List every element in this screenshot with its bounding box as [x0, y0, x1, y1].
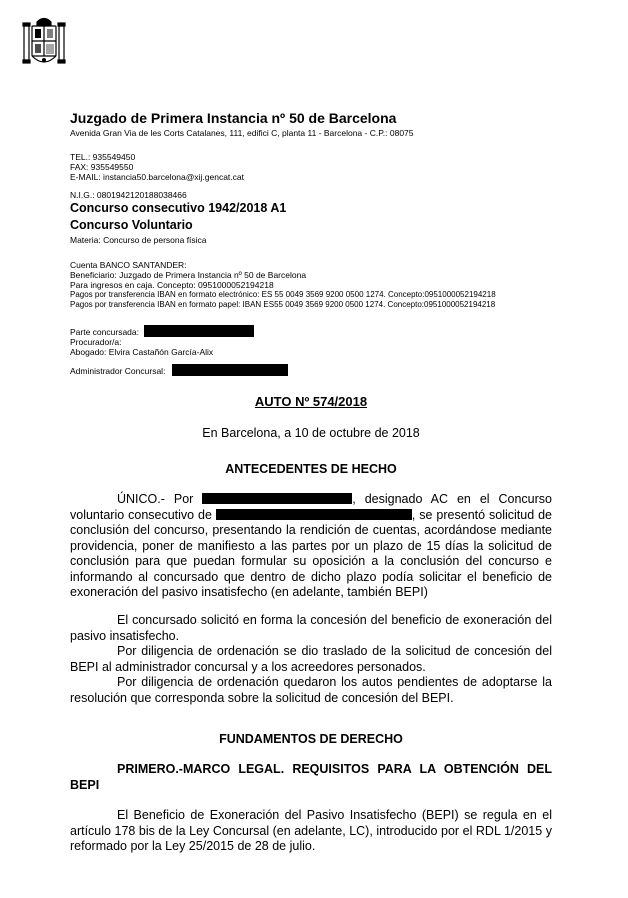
unico-lead: ÚNICO.- Por [117, 492, 194, 506]
bank-line-3: Para ingresos en caja. Concepto: 0951000052194218 [70, 280, 274, 290]
abogado-line: Abogado: Elvira Castañón García-Alix [70, 347, 214, 357]
antecedentes-paragraph-2 [70, 613, 552, 644]
court-email: E-MAIL: instancia50.barcelona@xij.gencat.cat [70, 172, 244, 182]
case-subject: Materia: Concurso de persona física [70, 235, 207, 245]
case-number: Concurso consecutivo 1942/2018 A1 [70, 201, 287, 215]
bank-line-5: Pagos por transferencia IBAN en formato papel: IBAN ES55 0049 3569 9200 0500 1274. Concepto:0951000052194218 [70, 300, 496, 309]
fundamentos-paragraph-1 [70, 808, 552, 855]
court-fax: FAX: 935549550 [70, 162, 134, 172]
redacted-concursada [144, 325, 254, 337]
antecedentes-heading: ANTECEDENTES DE HECHO [225, 462, 397, 476]
bank-line-1: Cuenta BANCO SANTANDER: [70, 260, 187, 270]
redacted-name-1 [202, 493, 352, 504]
concursada-label: Parte concursada: [70, 327, 139, 337]
auto-title: AUTO Nº 574/2018 [254, 394, 368, 409]
antecedentes-p4-text: Por diligencia de ordenación quedaron los autos pendientes de adoptarse la resolución que corresponda sobre la solicitud de concesión del BEPI. [70, 675, 552, 705]
antecedentes-p3-text: Por diligencia de ordenación se dio traslado de la solicitud de concesión del BEPI al administrador concursal y a los acreedores personados. [70, 644, 552, 674]
administrador-label: Administrador Concursal: [70, 366, 166, 376]
unico-text-a: , designado AC en el Concurso voluntario consecutivo de [70, 492, 552, 522]
fundamentos-heading: FUNDAMENTOS DE DERECHO [219, 732, 403, 746]
fundamentos-subheading [70, 762, 552, 793]
court-address: Avenida Gran Via de les Corts Catalanes, 111, edifici C, planta 11 - Barcelona - C.P.: 08075 [70, 128, 414, 138]
court-tel: TEL.: 935549450 [70, 152, 136, 162]
fundamentos-subheading-text: PRIMERO.-MARCO LEGAL. REQUISITOS PARA LA OBTENCIÓN DEL BEPI [70, 762, 552, 792]
bank-line-4: Pagos por transferencia IBAN en formato electrónico: ES 55 0049 3569 9200 0500 1274. Concepto:0951000052194218 [70, 290, 496, 299]
antecedentes-paragraph-4 [70, 675, 552, 706]
court-name: Juzgado de Primera Instancia nº 50 de Barcelona [70, 110, 397, 126]
auto-date: En Barcelona, a 10 de octubre de 2018 [202, 426, 420, 440]
coat-of-arms-emblem [20, 14, 68, 74]
unico-text-b: , se presentó solicitud de conclusión del concurso, presentando la rendición de cuentas, acordándose mediante providencia, poner de manifiesto a las partes por un plazo de 15 días la solicitud de conclusión para que puedan formular su oposición a la conclusión del concurso e informando al concursado que dentro de dicho plazo podía solicitar el beneficio de exoneración del pasivo insatisfecho (en adelante, también BEPI) [70, 507, 552, 599]
antecedentes-paragraph-3 [70, 644, 552, 675]
redacted-name-2 [216, 509, 412, 520]
antecedentes-p2-text: El concursado solicitó en forma la concesión del beneficio de exoneración del pasivo insatisfecho. [70, 613, 552, 643]
procurador-label: Procurador/a: [70, 337, 122, 347]
fundamentos-p1-text: El Beneficio de Exoneración del Pasivo Insatisfecho (BEPI) se regula en el artículo 178 bis de la Ley Concursal (en adelante, LC), introducido por el RDL 1/2015 y reformado por la Ley 25/2015 de 28 de julio. [70, 808, 552, 853]
case-nig: N.I.G.: 0801942120188038466 [70, 190, 187, 200]
redacted-administrador [172, 364, 288, 376]
antecedentes-unico-paragraph [70, 492, 552, 601]
case-type: Concurso Voluntario [70, 218, 193, 232]
bank-line-2: Beneficiario: Juzgado de Primera Instancia nº 50 de Barcelona [70, 270, 307, 280]
